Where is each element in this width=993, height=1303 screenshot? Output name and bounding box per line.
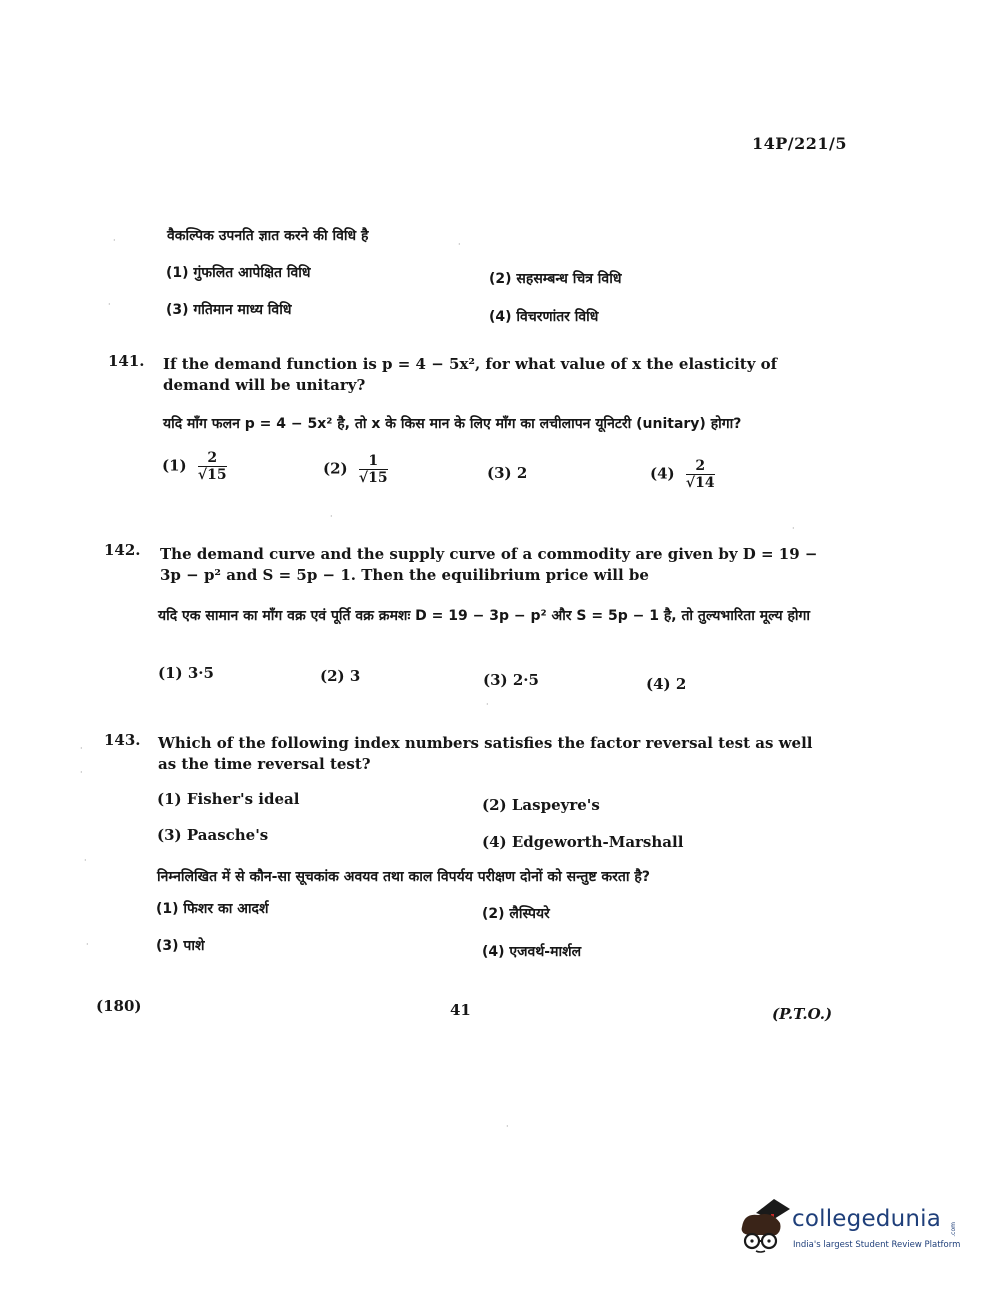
scan-speck: · xyxy=(506,1122,509,1131)
scan-speck: · xyxy=(458,240,461,249)
question-142-english: The demand curve and the supply curve of a commodity are given by D = 19 − 3p − p² and S = 5p − 1. Then the equilibrium price will be xyxy=(160,545,818,584)
scan-speck: · xyxy=(84,856,87,865)
collegedunia-tagline: India's largest Student Review Platform xyxy=(793,1240,961,1250)
question-143-number: 143. xyxy=(104,731,141,749)
scan-speck: · xyxy=(80,768,83,777)
question-142-option-4: (4) 2 xyxy=(646,675,687,693)
footer-left-code: (180) xyxy=(96,997,142,1015)
question-143-option-hi-2: (2) लैस्पियरे xyxy=(482,906,550,922)
collegedunia-com-suffix: .com xyxy=(950,1222,957,1237)
scan-speck: · xyxy=(80,744,83,753)
question-142-option-3: (3) 2·5 xyxy=(483,671,539,689)
question-141-option-1: (1) $\frac{2}{√15}$ xyxy=(162,450,227,483)
scan-speck: · xyxy=(792,524,795,533)
prev-question-stem: वैकल्पिक उपनति ज्ञात करने की विधि है xyxy=(167,228,369,244)
question-142-option-2: (2) 3 xyxy=(320,667,361,685)
question-143-option-en-1: (1) Fisher's ideal xyxy=(157,790,300,808)
scan-speck: · xyxy=(113,236,116,245)
question-142-number: 142. xyxy=(104,541,141,559)
question-141-option-4: (4) $\frac{2}{√14}$ xyxy=(650,458,715,491)
question-142-option-1: (1) 3·5 xyxy=(158,664,214,682)
question-143-option-hi-4: (4) एजवर्थ-मार्शल xyxy=(482,944,582,960)
question-143-option-en-2: (2) Laspeyre's xyxy=(482,796,600,814)
prev-option-2: (2) सहसम्बन्ध चित्र विधि xyxy=(489,271,622,287)
prev-option-1: (1) गुंफलित आपेक्षित विधि xyxy=(166,265,311,281)
question-143-hindi: निम्नलिखित में से कौन-सा सूचकांक अवयव तथा काल विपर्यय परीक्षण दोनों को सन्तुष्ट करता है? xyxy=(157,869,650,885)
scan-speck: · xyxy=(86,940,89,949)
question-143-option-en-3: (3) Paasche's xyxy=(157,826,269,844)
question-143-option-hi-3: (3) पाशे xyxy=(156,938,205,954)
prev-option-3: (3) गतिमान माध्य विधि xyxy=(166,302,292,318)
scan-speck: · xyxy=(330,512,333,521)
question-141-english: If the demand function is p = 4 − 5x², for what value of x the elasticity of demand will be unitary? xyxy=(163,355,778,394)
question-141-number: 141. xyxy=(108,352,145,370)
question-142-hindi: यदि एक सामान का माँग वक्र एवं पूर्ति वक्र क्रमशः D = 19 − 3p − p² और S = 5p − 1 है, तो तुल्यभारिता मूल्य होगा xyxy=(158,608,811,624)
question-141-option-3: (3) 2 xyxy=(487,464,528,482)
question-143-english: Which of the following index numbers satisfies the factor reversal test as well as the time reversal test? xyxy=(158,734,813,773)
question-141-hindi: यदि माँग फलन p = 4 − 5x² है, तो x के किस मान के लिए माँग का लचीलापन यूनिटरी (unitary) होगा? xyxy=(163,416,742,432)
question-143-option-en-4: (4) Edgeworth-Marshall xyxy=(482,833,684,851)
footer-pto: (P.T.O.) xyxy=(772,1005,833,1023)
question-143-option-hi-1: (1) फिशर का आदर्श xyxy=(156,901,269,917)
collegedunia-wordmark: collegedunia xyxy=(792,1206,942,1232)
scan-speck: · xyxy=(486,700,489,709)
question-141-option-2: (2) $\frac{1}{√15}$ xyxy=(323,453,388,486)
scan-speck: · xyxy=(108,300,111,309)
prev-option-4: (4) विचरणांतर विधि xyxy=(489,309,599,325)
page-number: 41 xyxy=(450,1001,471,1019)
paper-code: 14P/221/5 xyxy=(752,134,848,153)
